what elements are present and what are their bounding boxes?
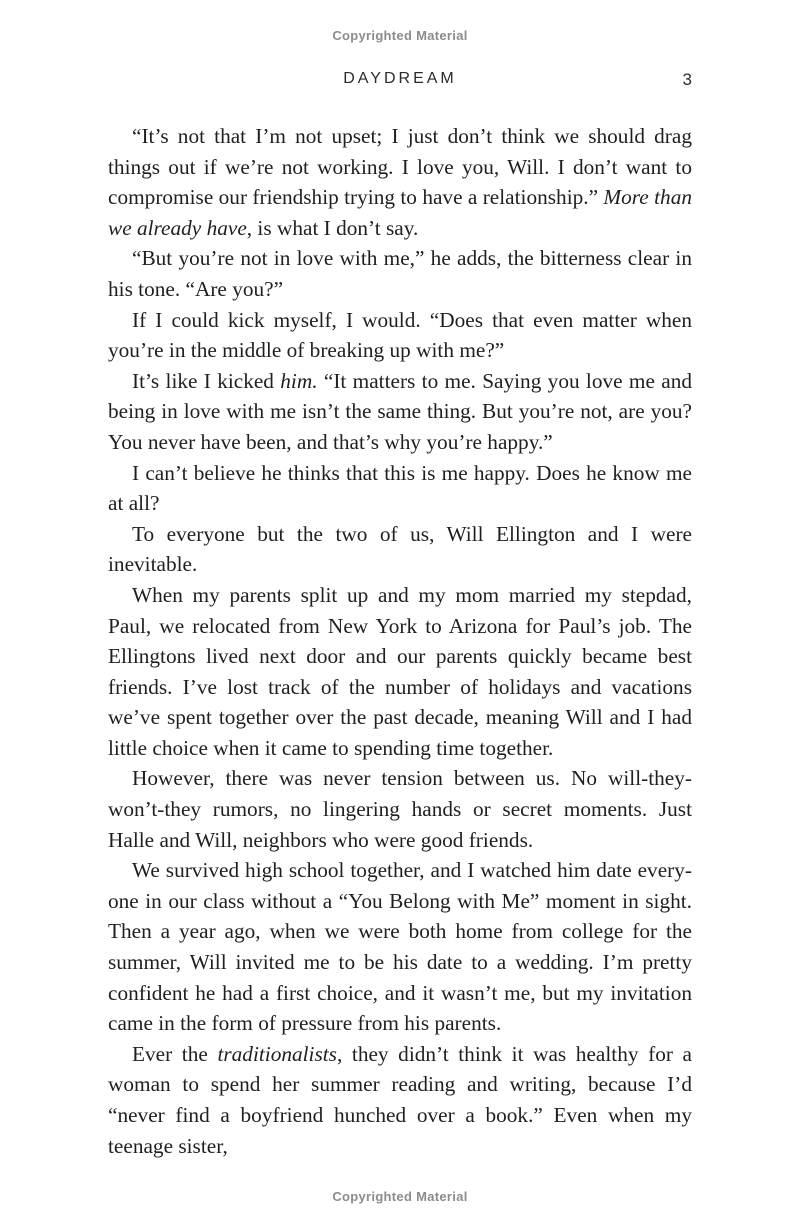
text-run: I can’t believe he thinks that this is me happy. Does he know me at all?: [108, 460, 692, 516]
paragraph: [108, 519, 692, 580]
paragraph: [108, 243, 692, 304]
text-run: “But you’re not in love with me,” he adds, the bitterness clear in his tone. “Are you?”: [108, 246, 692, 301]
text-run: To everyone but the two of us, Will Ellington and I were inevitable.: [108, 521, 692, 577]
text-run: , they didn’t think it was healthy for a woman to spend her summer reading and writing, because I’d “never find a boyfriend hunched over a book.” Even when my teenage sister,: [108, 1041, 692, 1158]
paragraph: [108, 458, 692, 519]
running-header: [108, 70, 692, 92]
text-run: It’s like I kicked: [132, 368, 281, 393]
text-run: “It’s not that I’m not upset; I just don’t think we should drag things out if we’re not working. I love you, Will. I don’t want to compromise our friendship trying to have a relationship.”: [108, 124, 692, 210]
italic-run: traditionalists: [217, 1041, 337, 1066]
body-text: [108, 121, 692, 1161]
text-run: If I could kick myself, I would. “Does that even matter when you’re in the middle of breaking up with me?”: [108, 307, 692, 363]
text-run: , is what I don’t say.: [246, 215, 419, 240]
paragraph: [108, 763, 692, 855]
page-number: 3: [682, 70, 692, 89]
paragraph: [108, 121, 692, 243]
paragraph: [108, 1039, 692, 1161]
running-head-title: DAYDREAM: [343, 70, 457, 87]
italic-run: him.: [280, 368, 318, 393]
paragraph: [108, 305, 692, 366]
text-run: Ever the: [132, 1041, 218, 1066]
text-run: “It matters to me. Saying you love me and being in love with me isn’t the same thing. But you’re not, are you? You never have been, and that’s why you’re happy.”: [108, 368, 692, 454]
paragraph: [108, 366, 692, 458]
italic-run: More than we already have: [108, 185, 692, 240]
paragraph: [108, 580, 692, 764]
text-run: When my parents split up and my mom married my stepdad, Paul, we relocated from New York to Arizona for Paul’s job. The Ellingtons lived next door and our parents quickly became best friends. I’ve lost track of the number of holidays and vacations we’ve spent together over the past decade, meaning Will and I had little choice when it came to spending time together.: [108, 582, 692, 760]
text-run: However, there was never tension between us. No will-they-won’t-they rumors, no lingering hands or secret moments. Just Halle and Will, neighbors who were good friends.: [108, 766, 692, 852]
text-run: We survived high school together, and I watched him date everyone in our class without a “You Belong with Me” moment in sight. Then a year ago, when we were both home from college for the summer, Will invited me to be his date to a wedding. I’m pretty confident he had a first choice, and it wasn’t me, but my invitation came in the form of pressure from his parents.: [108, 858, 692, 1036]
copyright-notice-bottom: Copyrighted Material: [332, 1189, 468, 1204]
copyright-notice-top: Copyrighted Material: [332, 28, 468, 43]
paragraph: [108, 855, 692, 1039]
